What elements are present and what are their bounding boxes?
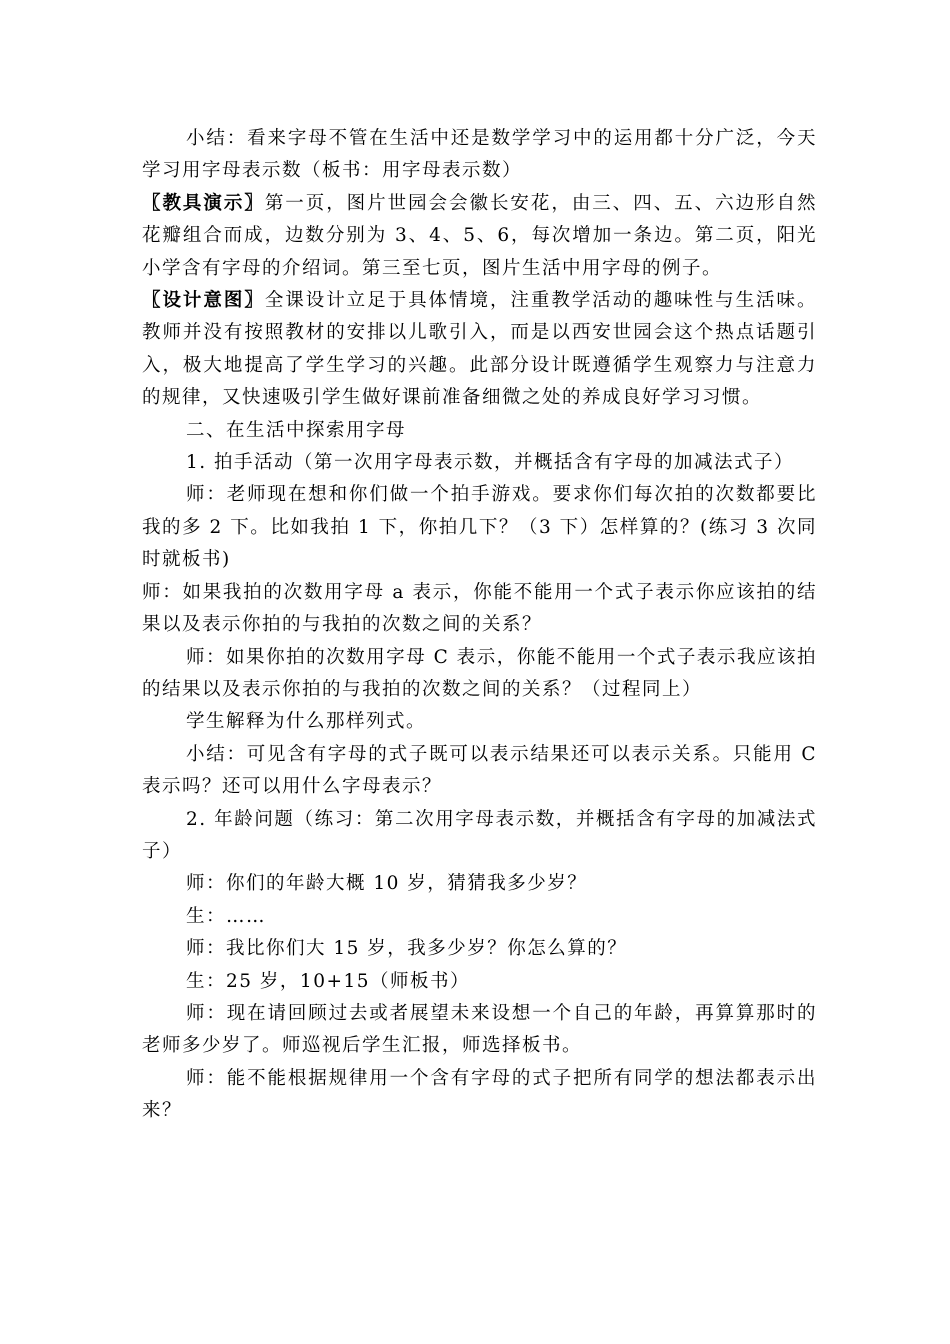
paragraph-text: 师：现在请回顾过去或者展望未来设想一个自己的年龄，再算算那时的老师多少岁了。师巡视后学生汇报，师选择板书。: [142, 1002, 817, 1057]
paragraph-text: 师：你们的年龄大概 10 岁，猜猜我多少岁？: [186, 873, 588, 895]
paragraph-dialogue: [142, 901, 817, 933]
section-label-teaching-aids: 〖教具演示〗: [142, 192, 265, 214]
paragraph-text: 1. 拍手活动（第一次用字母表示数，并概括含有字母的加减法式子）: [186, 452, 795, 474]
paragraph-dialogue: [142, 868, 817, 900]
paragraph-note: [142, 706, 817, 738]
paragraph-text: 小结：看来字母不管在生活中还是数学学习中的运用都十分广泛，今天学习用字母表示数（板书：用字母表示数）: [142, 128, 817, 182]
paragraph-text: 学生解释为什么那样列式。: [186, 711, 427, 733]
paragraph-text: 第一页，图片世园会会徽长安花，由三、四、五、六边形自然花瓣组合而成，边数分别为 3、4、5、6，每次增加一条边。第二页，阳光小学含有字母的介绍词。第三至七页，图片生活中用字母的例子。: [142, 192, 817, 279]
paragraph-text: 师：如果我拍的次数用字母 a 表示，你能不能用一个式子表示你应该拍的结果以及表示你拍的与我拍的次数之间的关系？: [142, 581, 817, 636]
paragraph-summary: [142, 739, 817, 804]
paragraph-summary-intro: [142, 123, 817, 188]
paragraph-text: 二、在生活中探索用字母: [186, 419, 407, 441]
document-body: [142, 123, 817, 1128]
subsection-heading-age: [142, 804, 817, 869]
paragraph-text: 小结：可见含有字母的式子既可以表示结果还可以表示关系。只能用 C 表示吗？还可以用什么字母表示？: [142, 743, 817, 798]
subsection-heading-clapping: [142, 447, 817, 479]
paragraph-text: 师：如果你拍的次数用字母 C 表示，你能不能用一个式子表示我应该拍的结果以及表示你拍的与我拍的次数之间的关系？（过程同上）: [142, 646, 817, 700]
paragraph-dialogue: [142, 998, 817, 1063]
paragraph-dialogue: [142, 933, 817, 965]
paragraph-text: 2. 年龄问题（练习：第二次用字母表示数，并概括含有字母的加减法式子）: [142, 808, 817, 862]
paragraph-dialogue: [142, 642, 817, 707]
paragraph-design-intent: [142, 285, 817, 415]
paragraph-dialogue: [142, 1063, 817, 1128]
paragraph-text: 生：……: [186, 905, 267, 927]
paragraph-text: 师：我比你们大 15 岁，我多少岁？你怎么算的？: [186, 938, 628, 960]
paragraph-text: 师：能不能根据规律用一个含有字母的式子把所有同学的想法都表示出来？: [142, 1067, 817, 1122]
section-heading: [142, 415, 817, 447]
paragraph-text: 生：25 岁，10+15（师板书）: [186, 970, 471, 992]
paragraph-teaching-aids: [142, 188, 817, 285]
paragraph-dialogue: [142, 966, 817, 998]
paragraph-text: 师：老师现在想和你们做一个拍手游戏。要求你们每次拍的次数都要比我的多 2 下。比如我拍 1 下，你拍几下？（3 下）怎样算的？(练习 3 次同时就板书): [142, 484, 817, 571]
paragraph-text: 全课设计立足于具体情境，注重教学活动的趣味性与生活味。教师并没有按照教材的安排以儿歌引入，而是以西安世园会这个热点话题引入，极大地提高了学生学习的兴趣。此部分设计既遵循学生观察力与注意力的规律，又快速吸引学生做好课前准备细微之处的养成良好学习习惯。: [142, 290, 817, 409]
paragraph-dialogue: [142, 479, 817, 576]
paragraph-dialogue: [142, 577, 817, 642]
section-label-design-intent: 〖设计意图〗: [142, 290, 265, 312]
